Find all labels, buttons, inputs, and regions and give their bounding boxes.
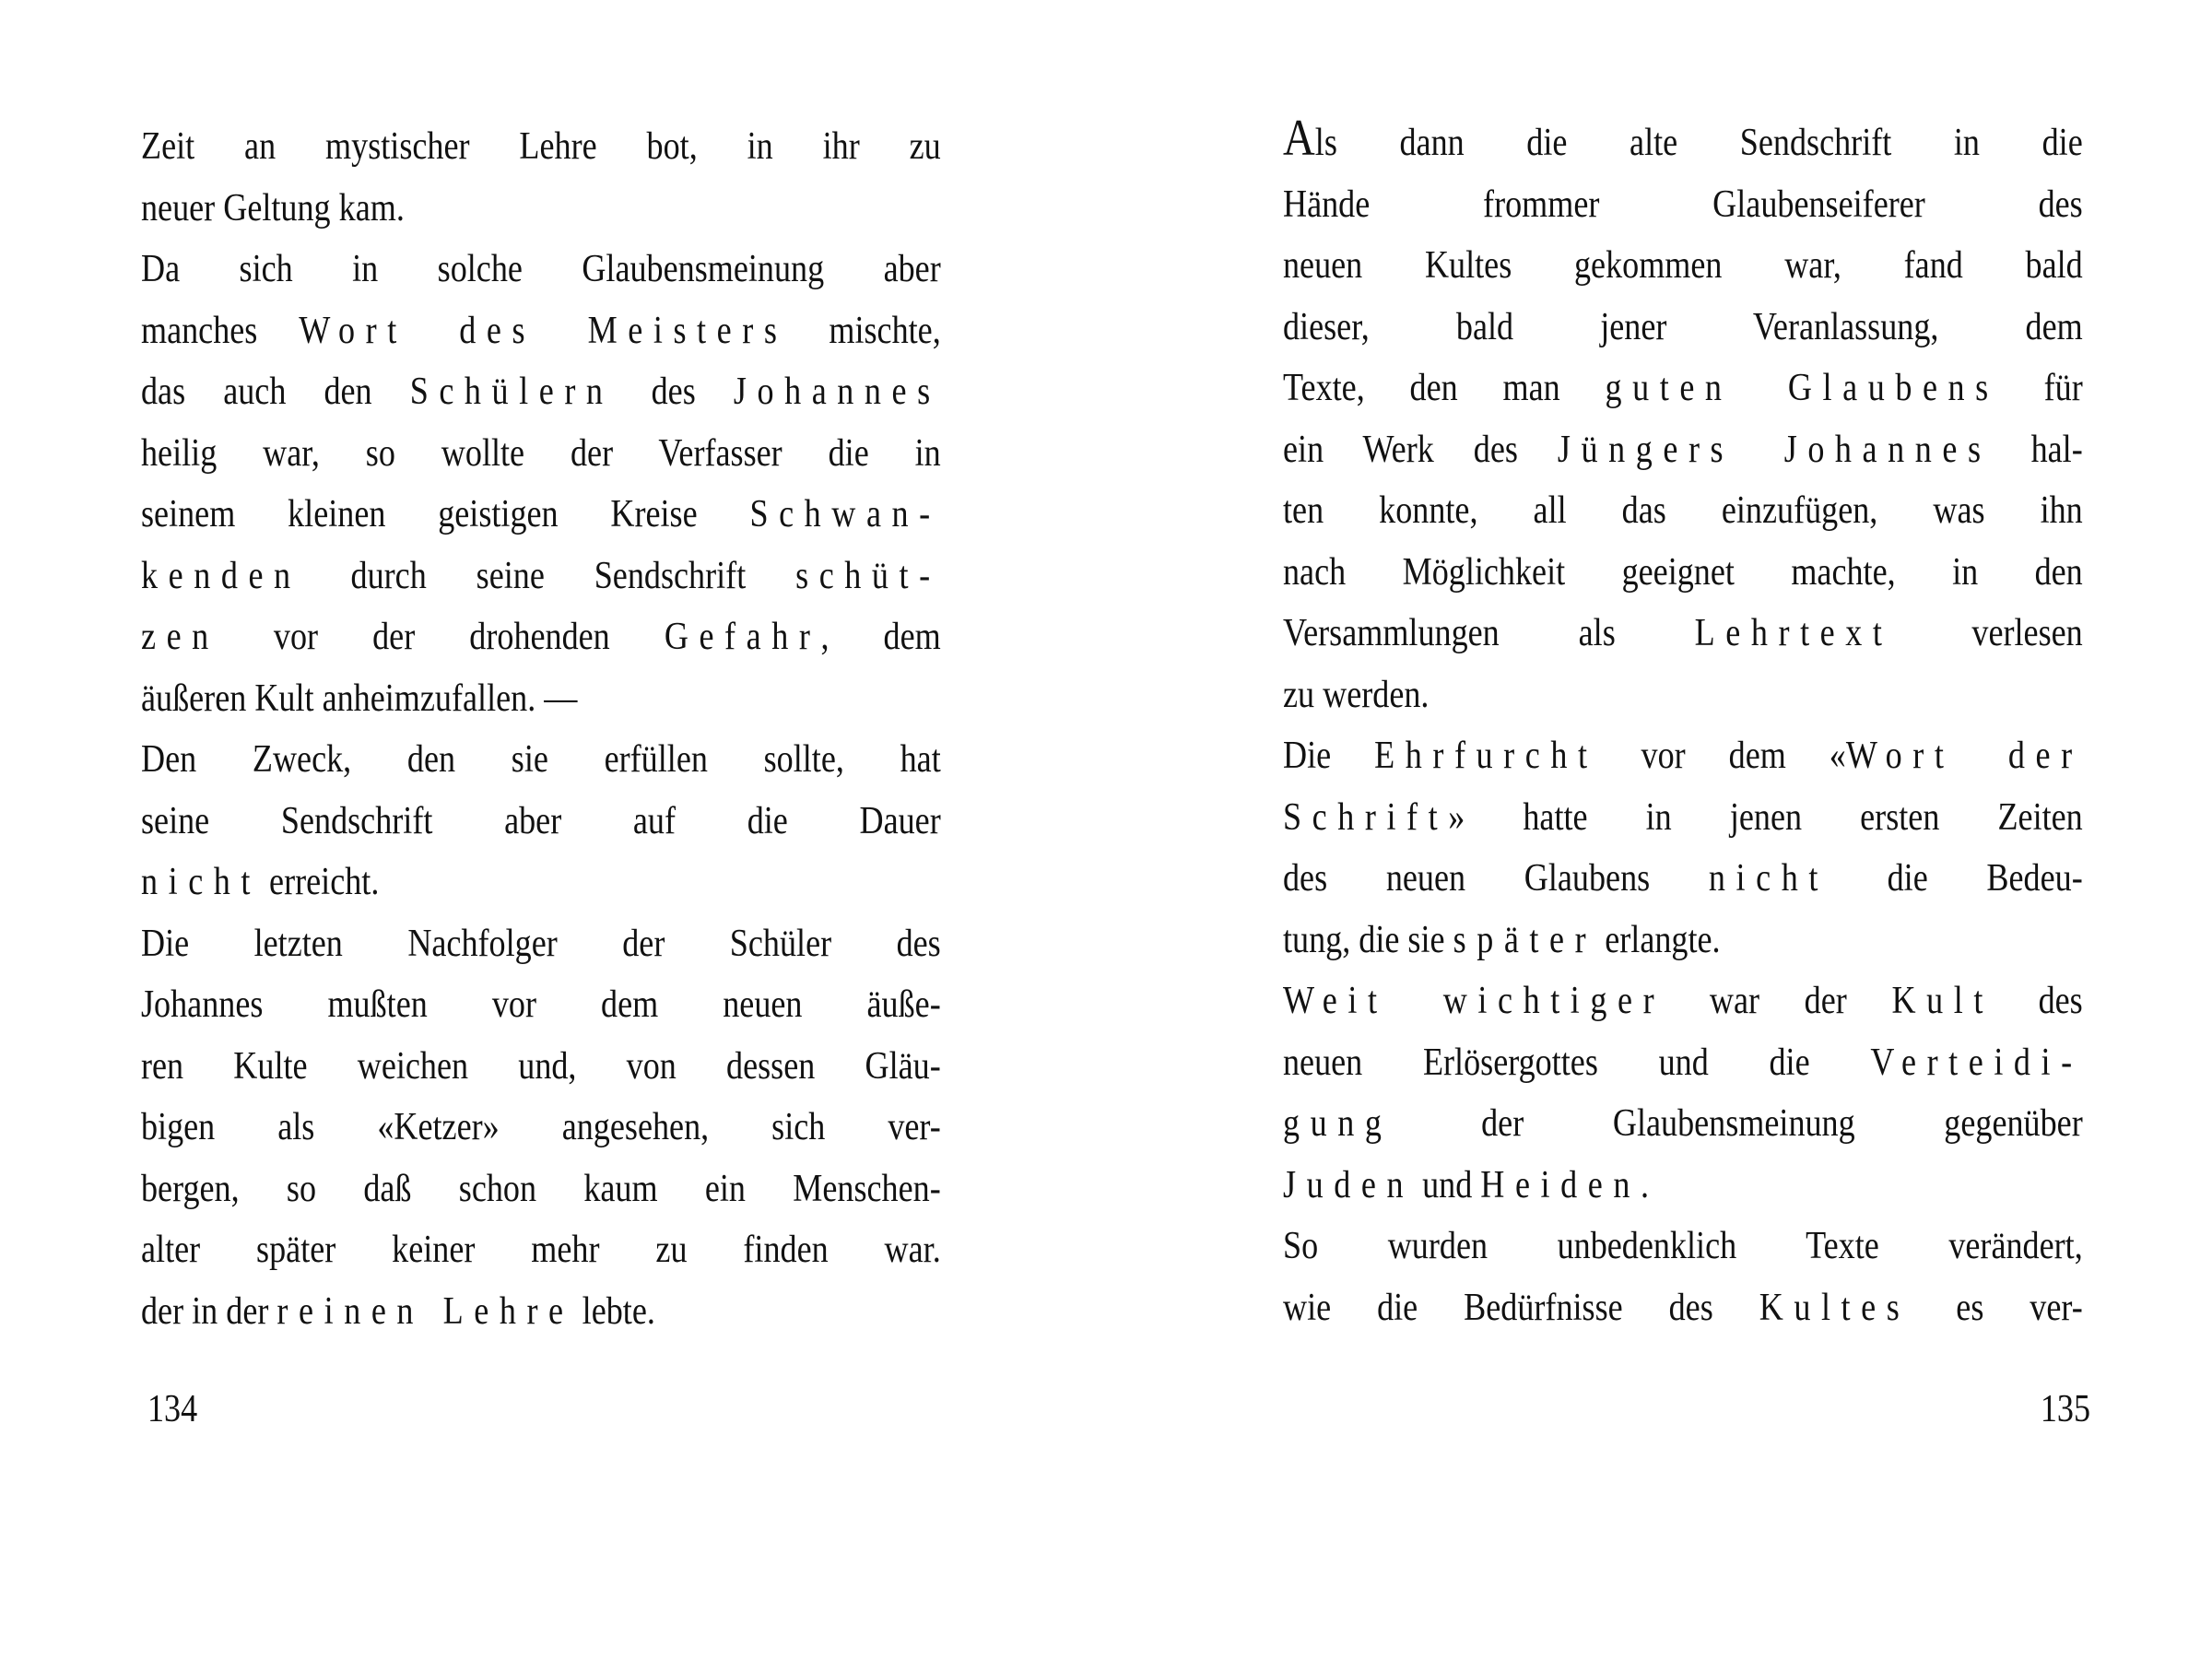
text-line [1283, 725, 2083, 787]
text-line [141, 546, 941, 607]
text-line [1283, 112, 2083, 174]
text-segment: erreicht. [261, 861, 380, 903]
text-segment: verlesen [1892, 612, 2083, 654]
text-line [141, 791, 941, 853]
text-segment: und [1414, 1163, 1481, 1206]
text-line [141, 300, 941, 362]
text-segment: bergen, so daß schon kaum ein Menschen- [141, 1167, 941, 1210]
emphasized-text: Wort des Meisters [299, 309, 788, 352]
text-segment: Johannes mußten vor dem neuen äuße- [141, 983, 941, 1026]
text-segment: des [1993, 980, 2083, 1022]
text-line [141, 668, 941, 730]
text-segment: » hatte in jenen ersten Zeiten [1448, 795, 2083, 839]
left-page-number: 134 [147, 1388, 198, 1430]
emphasized-text: Schwan- [749, 493, 941, 535]
emphasized-text: Juden [1283, 1163, 1415, 1206]
text-segment: ten konnte, all das einzufügen, was ihn [1283, 489, 2083, 532]
emphasized-text: Kultes [1759, 1286, 1911, 1329]
text-segment: neuer Geltung kam. [141, 186, 405, 229]
text-line [141, 361, 941, 423]
emphasized-text: Johannes [733, 371, 941, 413]
text-segment: dieser, bald jener Veranlassung, dem [1283, 305, 2083, 348]
text-segment: neuen Kultes gekommen war, fand bald [1283, 244, 2083, 287]
text-line [1283, 480, 2083, 542]
text-line [1283, 1032, 2083, 1094]
text-line [1283, 358, 2083, 419]
text-line [1283, 1093, 2083, 1155]
text-segment: Den Zweck, den sie erfüllen sollte, hat [141, 738, 941, 781]
text-line [1283, 787, 2083, 849]
text-line [1283, 603, 2083, 665]
text-segment: tung, die sie [1283, 918, 1453, 961]
emphasized-text: nicht [1708, 857, 1829, 900]
text-segment: die Bedeu- [1828, 857, 2083, 900]
text-segment: heilig war, so wollte der Verfasser die in [141, 431, 941, 475]
text-line [141, 606, 941, 668]
text-segment: seine Sendschrift aber auf die Dauer [141, 799, 941, 842]
emphasized-text: schüt- [795, 554, 941, 597]
right-page-body [1283, 112, 2083, 1338]
text-segment: vor dem « [1597, 735, 1846, 777]
emphasized-text: guten Glaubens [1605, 367, 1999, 409]
text-segment: vor der drohenden [218, 616, 665, 658]
text-line [1283, 665, 2083, 726]
text-line [1283, 971, 2083, 1032]
text-segment: Texte, den man [1283, 367, 1606, 409]
text-segment: ein Werk des [1283, 428, 1558, 471]
emphasized-text: Heiden [1480, 1163, 1641, 1206]
emphasized-text: Jüngers Johannes [1557, 428, 1992, 471]
text-segment: Die [1283, 735, 1375, 777]
text-segment: für [1998, 367, 2083, 409]
text-line [1283, 1216, 2083, 1277]
text-segment: ren Kulte weichen und, von dessen Gläu- [141, 1044, 941, 1088]
emphasized-text: kenden [141, 554, 301, 597]
emphasized-text: Lehrtext [1694, 612, 1893, 654]
text-segment: ls dann die alte Sendschrift in die [1314, 122, 2083, 164]
text-segment: seinem kleinen geistigen Kreise [141, 493, 750, 535]
text-segment: der Glaubensmeinung gegenüber [1392, 1102, 2083, 1145]
text-segment: Zeit an mystischer Lehre bot, in ihr zu [141, 125, 941, 168]
text-line [1283, 848, 2083, 910]
emphasized-text: Kult [1891, 980, 1994, 1022]
text-segment: . [1640, 1163, 1649, 1206]
emphasized-text: Weit wichtiger [1283, 980, 1665, 1022]
text-line [141, 974, 941, 1036]
text-line [141, 116, 941, 178]
text-line [1283, 1155, 2083, 1217]
text-line [1283, 419, 2083, 481]
emphasized-text: gung [1283, 1102, 1393, 1145]
emphasized-text: Schülern [409, 371, 614, 413]
text-line [141, 852, 941, 913]
text-segment: hal- [1991, 428, 2083, 471]
text-segment: war der [1665, 980, 1892, 1022]
text-line [141, 1097, 941, 1159]
text-line [1283, 297, 2083, 359]
text-segment: Versammlungen als [1283, 612, 1695, 654]
right-page-number: 135 [2040, 1388, 2090, 1430]
text-segment: , dem [820, 616, 941, 658]
initial-letter: A [1283, 110, 1315, 167]
text-line [141, 484, 941, 546]
text-segment: des [613, 371, 734, 413]
text-segment: lebte. [573, 1289, 655, 1333]
text-segment: das auch den [141, 371, 410, 413]
emphasized-text: Gefahr [664, 616, 821, 658]
emphasized-text: zen [141, 616, 219, 658]
text-segment: äußeren Kult anheimzufallen. — [141, 677, 578, 720]
text-segment: manches [141, 309, 300, 352]
text-segment: wie die Bedürfnisse des [1283, 1286, 1759, 1329]
text-segment: der in der [141, 1289, 277, 1333]
text-segment: erlangte. [1596, 918, 1721, 961]
text-line [141, 1036, 941, 1098]
text-segment: durch seine Sendschrift [300, 554, 796, 597]
text-line [141, 1219, 941, 1281]
text-segment: neuen Erlösergottes und die [1283, 1041, 1871, 1084]
text-segment: bigen als «Ketzer» angesehen, sich ver- [141, 1106, 941, 1148]
text-segment: zu werden. [1283, 673, 1430, 716]
text-line [1283, 174, 2083, 236]
text-line [141, 178, 941, 240]
text-segment: es ver- [1910, 1286, 2083, 1329]
emphasized-text: reinen Lehre [276, 1289, 574, 1333]
text-line [141, 1281, 941, 1343]
text-line [141, 1159, 941, 1220]
text-segment: Da sich in solche Glaubensmeinung aber [141, 248, 941, 290]
emphasized-text: später [1453, 918, 1597, 961]
text-segment: des neuen Glaubens [1283, 857, 1709, 900]
text-line [1283, 1277, 2083, 1339]
left-page-body [141, 116, 941, 1342]
text-line [141, 913, 941, 975]
text-segment: Hände frommer Glaubenseiferer des [1283, 182, 2083, 226]
right-page [1106, 0, 2212, 1659]
text-line [141, 423, 941, 485]
emphasized-text: Verteidi- [1870, 1041, 2083, 1084]
text-line [1283, 910, 2083, 971]
emphasized-text: Schrift [1283, 795, 1449, 839]
text-line [1283, 542, 2083, 604]
text-segment: nach Möglichkeit geeignet machte, in den [1283, 550, 2083, 594]
text-segment: mischte, [787, 309, 941, 352]
emphasized-text: Wort der [1845, 735, 2083, 777]
emphasized-text: Ehrfurcht [1374, 735, 1598, 777]
text-line [1283, 235, 2083, 297]
text-line [141, 729, 941, 791]
emphasized-text: nicht [141, 861, 262, 903]
text-segment: So wurden unbedenklich Texte verändert, [1283, 1225, 2083, 1267]
text-segment: alter später keiner mehr zu finden war. [141, 1229, 941, 1271]
text-segment: Die letzten Nachfolger der Schüler des [141, 922, 941, 965]
text-line [141, 239, 941, 300]
